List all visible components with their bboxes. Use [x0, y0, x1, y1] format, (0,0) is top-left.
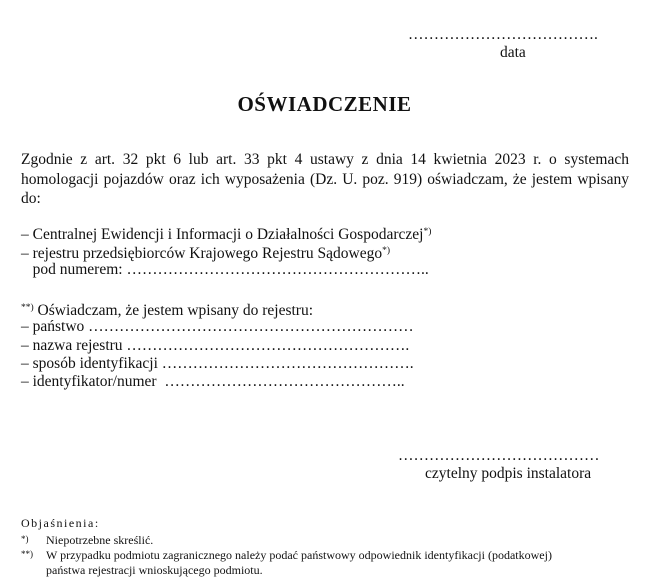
note2-text-line2: państwa rejestracji wnioskującego podmiotu.: [46, 563, 263, 577]
note1-mark: *): [21, 534, 29, 544]
register-number-line: pod numerem: …………………………………………………..: [21, 261, 429, 278]
statement-paragraph: Zgodnie z art. 32 pkt 6 lub art. 33 pkt 4 ustawy z dnia 14 kwietnia 2023 r. o systemach homologacji pojazdów oraz ich wyposażenia (Dz. U. poz. 919) oświadczam, że jestem wpisany do:: [21, 151, 629, 207]
document-title: OŚWIADCZENIE: [237, 92, 412, 116]
register-line-krs: [21, 242, 390, 263]
date-label: data: [500, 44, 526, 61]
foreign-registry-header-text: Oświadczam, że jestem wpisany do rejestru:: [33, 302, 314, 319]
signature-label: czytelny podpis instalatora: [425, 465, 592, 482]
note2-text-line1: W przypadku podmiotu zagranicznego należy podać państwowy odpowiednik identyfikacji (podatkowej): [46, 548, 552, 562]
note1-text: Niepotrzebne skreślić.: [46, 533, 154, 547]
date-dots: ……………………………….: [408, 26, 598, 43]
foreign-registry-header: [21, 299, 313, 320]
notes-header: Objaśnienia:: [21, 516, 100, 530]
note2-mark: **): [21, 549, 33, 559]
register-line-ceidg-text: – Centralnej Ewidencji i Informacji o Działalności Gospodarczej: [21, 226, 424, 243]
foreign-item-identifier: – identyfikator/numer ………………………………………..: [21, 373, 405, 390]
footnote-mark: *): [382, 246, 391, 256]
register-line-ceidg: [21, 223, 431, 244]
foreign-item-identification-method: – sposób identyfikacji ………………………………………….: [21, 355, 414, 372]
register-line-krs-text: – rejestru przedsiębiorców Krajowego Rejestru Sądowego: [21, 245, 383, 262]
footnote-mark: *): [423, 227, 432, 237]
footnote-mark: **): [21, 303, 34, 313]
signature-dots: …………………………………: [398, 447, 600, 464]
foreign-item-registry-name: – nazwa rejestru ……………………………………………….: [21, 337, 410, 354]
foreign-item-country: – państwo ………………………………………………………: [21, 318, 414, 335]
